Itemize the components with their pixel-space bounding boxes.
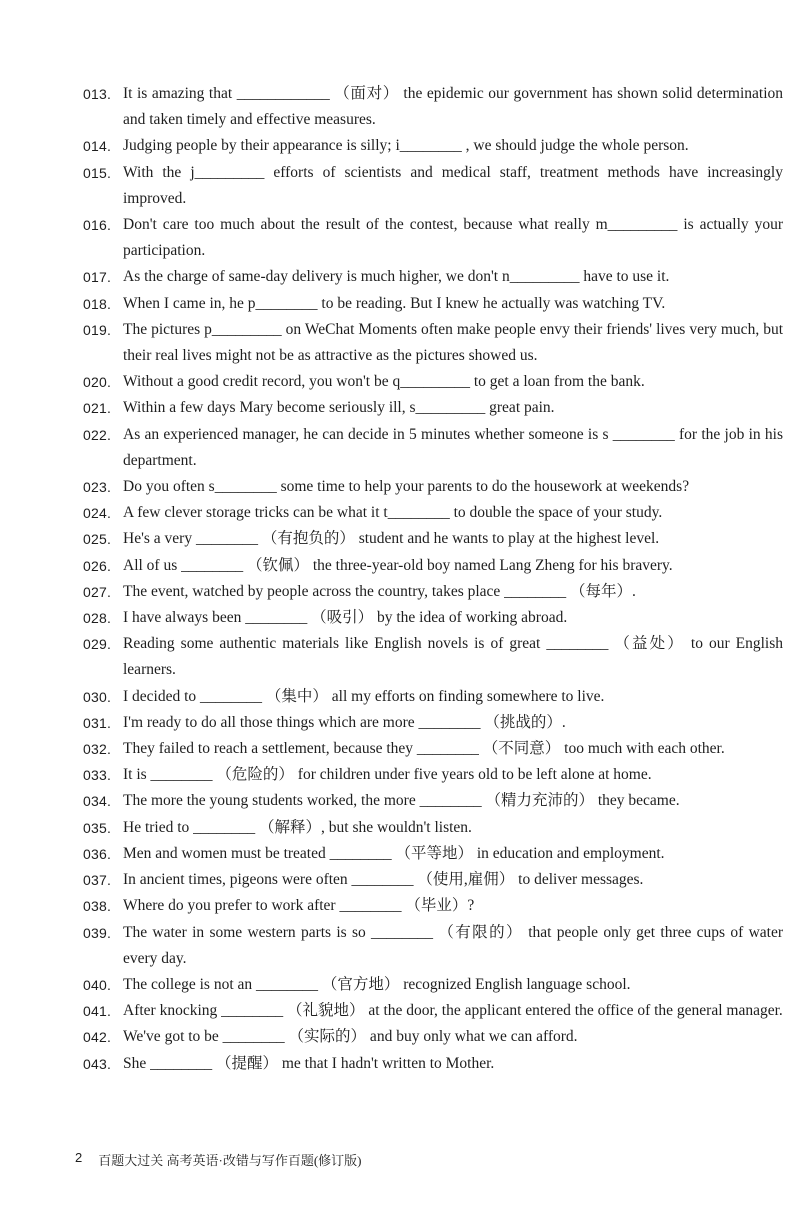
exercise-number: 030. [83,688,112,705]
exercise-item [83,893,783,919]
exercise-item [83,133,783,159]
page-footer [75,1150,361,1169]
exercise-number: 034. [83,793,112,810]
exercise-number: 013. [83,86,112,102]
exercise-item [83,972,783,998]
exercise-item [83,762,783,788]
exercise-number: 021. [83,400,112,417]
exercise-text: He's a very ________ （有抱负的） student and he wants to play at the highest level. [123,530,660,548]
exercise-text: All of us ________ （钦佩） the three-year-old boy named Lang Zheng for his bravery. [123,556,673,574]
exercise-text: I decided to ________ （集中） all my efforts on finding somewhere to live. [123,687,605,705]
exercise-text: It is ________ （危险的） for children under five years old to be left alone at home. [123,766,652,784]
exercise-text: I have always been ________ （吸引） by the idea of working abroad. [123,609,568,627]
exercise-item [83,500,783,526]
exercise-text: Within a few days Mary become seriously ill, s_________ great pain. [123,399,555,417]
exercise-number: 035. [83,819,112,836]
exercise-number: 016. [83,217,112,234]
exercise-item [83,684,783,710]
exercise-number: 029. [83,636,112,653]
exercise-number: 031. [83,714,112,731]
exercise-item [83,998,783,1024]
exercise-item [83,474,783,500]
exercise-text: Reading some authentic materials like English novels is of great ________ （益处） to our English learners. [123,635,787,679]
exercise-text: Men and women must be treated ________ （平等地） in education and employment. [123,844,665,862]
exercise-number: 042. [83,1029,112,1046]
exercise-text: The event, watched by people across the country, takes place ________ （每年）. [123,582,636,600]
exercise-number: 019. [83,321,112,338]
exercise-number: 017. [83,269,112,286]
exercise-item [83,553,783,579]
exercise-number: 026. [83,557,112,574]
exercise-text: A few clever storage tricks can be what it t________ to double the space of your study. [123,504,663,522]
exercise-text: The college is not an ________ （官方地） recognized English language school. [123,975,631,993]
exercise-text: Without a good credit record, you won't be q_________ to get a loan from the bank. [123,373,645,391]
exercise-number: 043. [83,1055,112,1072]
exercise-item [83,631,787,683]
exercise-number: 023. [83,479,112,496]
exercise-number: 040. [83,976,112,993]
exercise-item [83,160,787,212]
exercise-text: I'm ready to do all those things which are more ________ （挑战的）. [123,713,566,731]
exercise-text: She ________ （提醒） me that I hadn't written to Mother. [123,1054,495,1072]
exercise-item [83,815,783,841]
exercise-text: As the charge of same-day delivery is much higher, we don't n_________ have to use it. [123,268,670,286]
exercise-text: After knocking ________ （礼貌地） at the door, the applicant entered the office of the general manager. [123,1002,783,1020]
exercise-item [83,710,783,736]
exercise-item [83,264,783,290]
exercise-number: 024. [83,505,112,522]
exercise-text: It is amazing that ____________ （面对） the epidemic our government has shown solid determination and taken timely and effective measures. [123,85,787,129]
exercise-item [83,395,783,421]
exercise-text: Don't care too much about the result of the contest, because what really m_________ is actually your participation. [123,216,787,260]
exercise-item [83,841,783,867]
exercise-list [83,81,787,1077]
exercise-number: 036. [83,845,112,862]
exercise-text: The more the young students worked, the more ________ （精力充沛的） they became. [123,792,680,810]
exercise-number: 022. [83,426,112,443]
exercise-item [83,422,787,474]
exercise-item [83,736,783,762]
exercise-number: 037. [83,872,112,889]
exercise-item [83,605,783,631]
exercise-item [83,1024,783,1050]
exercise-number: 025. [83,531,112,548]
exercise-item [83,579,783,605]
exercise-text: He tried to ________ （解释）, but she wouldn't listen. [123,818,472,836]
exercise-text: They failed to reach a settlement, because they ________ （不同意） too much with each other. [123,740,725,758]
exercise-item [83,369,783,395]
exercise-text: Do you often s________ some time to help your parents to do the housework at weekends? [123,478,690,496]
exercise-number: 020. [83,374,112,391]
exercise-number: 015. [83,164,112,181]
page-number: 2 [75,1150,83,1165]
exercise-number: 033. [83,767,112,784]
exercise-text: The pictures p_________ on WeChat Moments often make people envy their friends' lives very much, but their real lives might not be as attractive as the pictures showed us. [123,320,787,365]
exercise-item [83,81,787,133]
exercise-number: 014. [83,138,112,155]
book-title: 百题大过关 高考英语·改错与写作百题(修订版) [98,1153,362,1168]
exercise-text: We've got to be ________ （实际的） and buy only what we can afford. [123,1028,578,1046]
exercise-item [83,212,787,264]
exercise-text: In ancient times, pigeons were often ________ （使用,雇佣） to deliver messages. [123,871,644,889]
exercise-number: 039. [83,924,112,941]
exercise-text: As an experienced manager, he can decide in 5 minutes whether someone is s ________ for the job in his department. [123,425,787,469]
exercise-item [83,788,783,814]
exercise-number: 028. [83,610,112,627]
exercise-item [83,1051,783,1077]
exercise-item [83,291,783,317]
exercise-item [83,526,783,552]
exercise-number: 041. [83,1003,112,1020]
exercise-item [83,867,783,893]
exercise-number: 018. [83,295,112,312]
exercise-item [83,317,787,369]
exercise-text: The water in some western parts is so ________ （有限的） that people only get three cups of water every day. [123,923,787,967]
exercise-number: 027. [83,583,112,600]
exercise-number: 032. [83,741,112,758]
exercise-item [83,920,787,972]
exercise-text: Judging people by their appearance is silly; i________ , we should judge the whole person. [123,137,689,155]
exercise-number: 038. [83,898,112,915]
exercise-text: Where do you prefer to work after ________ （毕业）? [123,897,475,915]
exercise-text: When I came in, he p________ to be reading. But I knew he actually was watching TV. [123,294,666,312]
exercise-text: With the j_________ efforts of scientists and medical staff, treatment methods have increasingly improved. [123,163,787,207]
